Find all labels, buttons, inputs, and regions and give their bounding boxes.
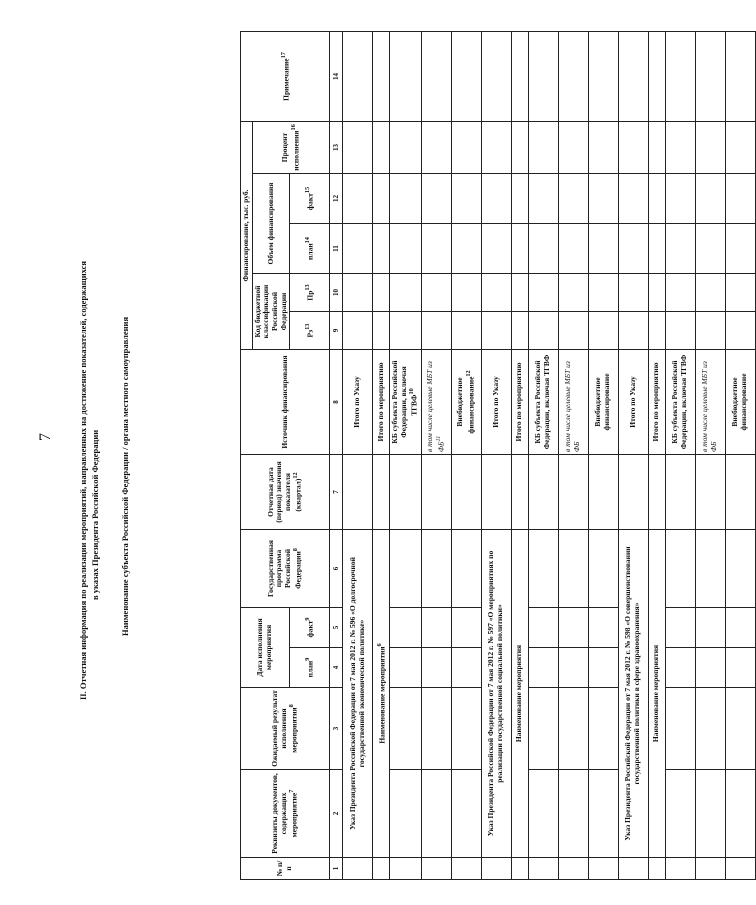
col-header-kbk: Код бюджетной классификации Российской Федерации bbox=[252, 274, 290, 350]
col-header-date-group: Дата исполнения мероприятия bbox=[241, 608, 290, 688]
col-number: 4 bbox=[330, 648, 343, 688]
col-header-docs: Реквизиты документов, содержащих мероприятие$^7$ bbox=[241, 770, 330, 858]
section-title: Указ Президента Российской Федерации от 7 мая 2012 г. № 596 «О долгосрочной государственной экономической политике» bbox=[343, 530, 373, 858]
total-decree: Итого по Указу bbox=[343, 350, 373, 455]
source-extra: Внебюджетное финансирование$^{12}$ bbox=[451, 350, 481, 455]
col-number: 1 bbox=[330, 858, 343, 880]
report-table-wrapper bbox=[240, 32, 748, 880]
col-number: 10 bbox=[330, 274, 343, 312]
source-mbt: в том числе целевые МБТ из ФБ bbox=[558, 350, 588, 455]
col-header-pr: $Пр^{13}$ bbox=[290, 274, 330, 312]
source-extra: Внебюджетное финансирование bbox=[588, 350, 618, 455]
total-measure: Итого по мероприятию bbox=[373, 350, 390, 455]
col-header-source: Источник финансирования bbox=[241, 350, 330, 455]
col-header-result: Ожидаемый результат исполнения мероприятия$^8$ bbox=[241, 688, 330, 770]
source-budget: КБ субъекта Российской Федерации, включая ТГВФ$^{10}$ bbox=[390, 350, 421, 455]
total-decree: Итого по Указу bbox=[618, 350, 648, 455]
col-header-num: № п/п bbox=[241, 858, 330, 880]
col-number: 8 bbox=[330, 350, 343, 455]
col-number: 12 bbox=[330, 174, 343, 224]
col-header-fact-fin: факт$^{15}$ bbox=[290, 174, 330, 224]
measure-label: Наименование мероприятия$^6$ bbox=[373, 530, 390, 858]
col-header-report-date: Отчетная дата (период) значения показателя (квартал)$^{12}$ bbox=[241, 455, 330, 530]
source-budget: КБ субъекта Российской Федерации, включая ТГВФ bbox=[528, 350, 558, 455]
col-number: 6 bbox=[330, 530, 343, 608]
col-number: 11 bbox=[330, 224, 343, 274]
col-number: 14 bbox=[330, 32, 343, 122]
col-number: 3 bbox=[330, 688, 343, 770]
col-number: 7 bbox=[330, 455, 343, 530]
report-table bbox=[240, 31, 756, 880]
col-header-percent: Процент исполнения$^{16}$ bbox=[252, 122, 330, 174]
total-measure: Итого по мероприятию bbox=[511, 350, 528, 455]
col-header-financing: Финансирование, тыс. руб. bbox=[241, 122, 253, 350]
col-header-rz: $Рз^{13}$ bbox=[290, 312, 330, 350]
source-extra: Внебюджетное финансирование bbox=[725, 350, 755, 455]
heading-subtitle: Наименование субъекта Российской Федерации / органа местного самоуправления bbox=[120, 316, 130, 636]
source-mbt: в том числе целевые МБТ из ФБ$^{11}$ bbox=[421, 350, 451, 455]
col-header-program: Государственная программа Российской Федерации$^8$ bbox=[241, 530, 330, 608]
col-header-volume: Объем финансирования bbox=[252, 174, 290, 274]
page-number: 7 bbox=[37, 433, 54, 441]
col-number: 2 bbox=[330, 770, 343, 858]
heading-line1: II. Отчетная информация по реализации мероприятий, направленных на достижение показателей, содержащихся bbox=[78, 260, 88, 700]
heading-line2: в указах Президента Российской Федерации bbox=[90, 429, 100, 600]
col-number: 5 bbox=[330, 608, 343, 648]
measure-label: Наименование мероприятия bbox=[648, 530, 665, 858]
total-measure: Итого по мероприятию bbox=[648, 350, 665, 455]
source-mbt: в том числе целевые МБТ из ФБ bbox=[695, 350, 725, 455]
col-header-fact-date: факт$^9$ bbox=[290, 608, 330, 648]
total-decree: Итого по Указу bbox=[481, 350, 511, 455]
section-title: Указ Президента Российской Федерации от 7 мая 2012 г. № 597 «О мероприятиях по реализации государственной социальной политики» bbox=[481, 530, 511, 858]
col-header-note: Примечание$^{17}$ bbox=[241, 32, 330, 122]
section-title: Указ Президента Российской Федерации от 7 мая 2012 г. № 598 «О совершенствовании государственной политики в сфере здравоохранения» bbox=[618, 530, 648, 858]
measure-label: Наименование мероприятия bbox=[511, 530, 528, 858]
col-number: 9 bbox=[330, 312, 343, 350]
col-header-plan-fin: план$^{14}$ bbox=[290, 224, 330, 274]
col-header-plan-date: план$^9$ bbox=[290, 648, 330, 688]
source-budget: КБ субъекта Российской Федерации, включая ТГВФ bbox=[665, 350, 695, 455]
col-number: 13 bbox=[330, 122, 343, 174]
